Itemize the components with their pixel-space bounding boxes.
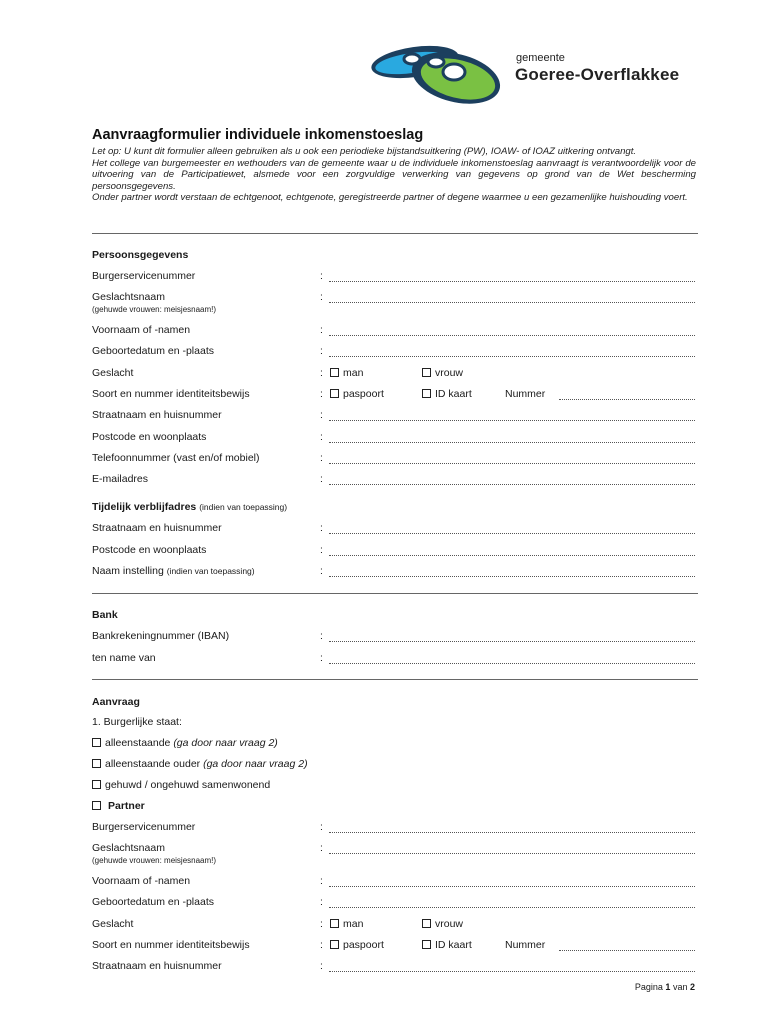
field-partner-bsn[interactable] xyxy=(329,830,695,833)
colon: : xyxy=(320,345,323,357)
colon: : xyxy=(320,939,323,951)
checkbox-partner-man[interactable] xyxy=(330,918,363,930)
section-heading-bank: Bank xyxy=(92,609,118,621)
section-divider xyxy=(92,593,698,594)
label-geslacht: Geslacht xyxy=(92,367,134,379)
field-email[interactable] xyxy=(329,482,695,485)
label-geboorte: Geboortedatum en -plaats xyxy=(92,345,214,357)
heading-text: Tijdelijk verblijfadres xyxy=(92,501,197,513)
checkbox-icon xyxy=(92,801,101,810)
field-partner-voornaam[interactable] xyxy=(329,884,695,887)
heading-note: (indien van toepassing) xyxy=(199,502,288,512)
option-note: (ga door naar vraag 2) xyxy=(203,758,308,770)
logo-wordmark: Goeree-Overflakkee xyxy=(515,65,680,84)
option-label: paspoort xyxy=(343,939,384,951)
colon: : xyxy=(320,842,323,854)
page-number xyxy=(635,982,695,992)
field-partner-straat[interactable] xyxy=(329,969,695,972)
field-geboorte[interactable] xyxy=(329,354,695,357)
checkbox-partner-vrouw[interactable] xyxy=(422,918,463,930)
checkbox-icon xyxy=(330,389,339,398)
section-heading-persoonsgegevens: Persoonsgegevens xyxy=(92,249,189,261)
page-number-prefix: Pagina xyxy=(634,982,663,992)
label-instelling xyxy=(92,565,255,577)
colon: : xyxy=(320,409,323,421)
checkbox-partner-paspoort[interactable] xyxy=(330,939,384,951)
field-straat[interactable] xyxy=(329,418,695,421)
label-tnv: ten name van xyxy=(92,652,156,664)
option-label: Partner xyxy=(108,800,145,812)
label-geslachtsnaam: Geslachtsnaam xyxy=(92,291,165,303)
field-bsn[interactable] xyxy=(329,279,695,282)
intro-paragraph: Onder partner wordt verstaan de echtgenoot, echtgenote, geregistreerde partner of degene waarmee u een gezamenlijke huishouding voert. xyxy=(92,192,688,204)
colon: : xyxy=(320,630,323,642)
checkbox-icon xyxy=(92,738,101,747)
colon: : xyxy=(320,918,323,930)
page-number-current: 1 xyxy=(665,982,671,992)
colon: : xyxy=(320,452,323,464)
label-partner-straat: Straatnaam en huisnummer xyxy=(92,960,222,972)
label-email: E-mailadres xyxy=(92,473,149,485)
label-telefoon: Telefoonnummer (vast en/of mobiel) xyxy=(92,452,260,464)
colon: : xyxy=(320,565,323,577)
colon: : xyxy=(320,875,323,887)
option-label: vrouw xyxy=(435,918,464,930)
option-label: alleenstaande xyxy=(105,737,171,749)
checkbox-paspoort[interactable] xyxy=(330,388,384,400)
field-verblijf-straat[interactable] xyxy=(329,531,695,534)
checkbox-man[interactable] xyxy=(330,367,363,379)
colon: : xyxy=(320,522,323,534)
section-divider xyxy=(92,679,698,680)
label-iban: Bankrekeningnummer (IBAN) xyxy=(92,630,230,642)
label-text: Naam instelling xyxy=(92,565,164,577)
label-partner-geslachtsnaam: Geslachtsnaam xyxy=(92,842,165,854)
colon: : xyxy=(320,821,323,833)
intro-text xyxy=(92,146,696,204)
label-verblijf-postcode: Postcode en woonplaats xyxy=(92,544,207,556)
option-label: vrouw xyxy=(435,367,464,379)
option-label: man xyxy=(343,918,364,930)
field-partner-geboorte[interactable] xyxy=(329,905,695,908)
checkbox-partner[interactable] xyxy=(92,800,145,812)
section-heading-aanvraag: Aanvraag xyxy=(92,696,140,708)
checkbox-icon xyxy=(92,759,101,768)
colon: : xyxy=(320,388,323,400)
colon: : xyxy=(320,270,323,282)
label-partner-identiteitsbewijs: Soort en nummer identiteitsbewijs xyxy=(92,939,250,951)
label-partner-voornaam: Voornaam of -namen xyxy=(92,875,191,887)
checkbox-icon xyxy=(330,919,339,928)
label-postcode: Postcode en woonplaats xyxy=(92,431,207,443)
colon: : xyxy=(320,431,323,443)
label-verblijf-straat: Straatnaam en huisnummer xyxy=(92,522,222,534)
label-straat: Straatnaam en huisnummer xyxy=(92,409,222,421)
field-verblijf-postcode[interactable] xyxy=(329,553,695,556)
section-heading-verblijf xyxy=(92,501,287,513)
field-geslachtsnaam[interactable] xyxy=(329,300,695,303)
checkbox-icon xyxy=(422,919,431,928)
option-label: man xyxy=(343,367,364,379)
checkbox-icon xyxy=(422,368,431,377)
colon: : xyxy=(320,291,323,303)
field-voornaam[interactable] xyxy=(329,333,695,336)
option-label: ID kaart xyxy=(435,939,472,951)
label-identiteitsbewijs: Soort en nummer identiteitsbewijs xyxy=(92,388,250,400)
checkbox-vrouw[interactable] xyxy=(422,367,463,379)
checkbox-icon xyxy=(422,940,431,949)
field-telefoon[interactable] xyxy=(329,461,695,464)
option-note: (ga door naar vraag 2) xyxy=(173,737,278,749)
intro-paragraph: Let op: U kunt dit formulier alleen gebruiken als u ook een periodieke bijstandsuitkering (PW), IOAW- of IOAZ uitkering ontvangt. xyxy=(92,146,637,157)
field-partner-id-nummer[interactable] xyxy=(559,948,695,951)
section-divider xyxy=(92,233,698,234)
logo-subtitle: gemeente xyxy=(516,52,565,64)
label-nummer: Nummer xyxy=(505,388,546,400)
question-burgerlijke-staat: 1. Burgerlijke staat: xyxy=(92,716,182,728)
page-number-middle: van xyxy=(672,982,688,992)
option-label: gehuwd / ongehuwd samenwonend xyxy=(105,779,271,791)
label-voornaam: Voornaam of -namen xyxy=(92,324,191,336)
label-partner-geboorte: Geboortedatum en -plaats xyxy=(92,896,214,908)
checkbox-icon xyxy=(330,368,339,377)
option-label: ID kaart xyxy=(435,388,472,400)
checkbox-gehuwd[interactable] xyxy=(92,779,270,791)
colon: : xyxy=(320,544,323,556)
field-tnv[interactable] xyxy=(329,661,695,664)
option-label: alleenstaande ouder xyxy=(105,758,201,770)
field-id-nummer[interactable] xyxy=(559,397,695,400)
page-number-total: 2 xyxy=(689,982,695,992)
field-partner-geslachtsnaam[interactable] xyxy=(329,851,695,854)
checkbox-alleenstaande[interactable] xyxy=(92,737,278,749)
colon: : xyxy=(320,473,323,485)
checkbox-partner-idkaart[interactable] xyxy=(422,939,472,951)
note-partner-geslachtsnaam: (gehuwde vrouwen: meisjesnaam!) xyxy=(92,856,217,865)
checkbox-icon xyxy=(330,940,339,949)
label-partner-nummer: Nummer xyxy=(505,939,546,951)
colon: : xyxy=(320,324,323,336)
checkbox-icon xyxy=(92,780,101,789)
colon: : xyxy=(320,652,323,664)
field-iban[interactable] xyxy=(329,639,695,642)
colon: : xyxy=(320,960,323,972)
checkbox-idkaart[interactable] xyxy=(422,388,472,400)
label-partner-geslacht: Geslacht xyxy=(92,918,134,930)
checkbox-alleenstaande-ouder[interactable] xyxy=(92,758,308,770)
colon: : xyxy=(320,896,323,908)
label-note: (indien van toepassing) xyxy=(166,566,255,576)
intro-paragraph: Het college van burgemeester en wethouders van de gemeente waar u de individuele inkomenstoeslag aanvraagt is verantwoordelijk voor de uitvoering van de Participatiewet, alsmede voor een zorgvuldige verwerking van gegevens op grond van de Wet bescherming persoonsgegevens. xyxy=(92,157,696,192)
field-instelling[interactable] xyxy=(329,574,695,577)
label-partner-bsn: Burgerservicenummer xyxy=(92,821,196,833)
note-geslachtsnaam: (gehuwde vrouwen: meisjesnaam!) xyxy=(92,305,217,314)
checkbox-icon xyxy=(422,389,431,398)
label-bsn: Burgerservicenummer xyxy=(92,270,196,282)
option-label: paspoort xyxy=(343,388,384,400)
page-title: Aanvraagformulier individuele inkomenstoeslag xyxy=(92,127,424,143)
colon: : xyxy=(320,367,323,379)
field-postcode[interactable] xyxy=(329,440,695,443)
